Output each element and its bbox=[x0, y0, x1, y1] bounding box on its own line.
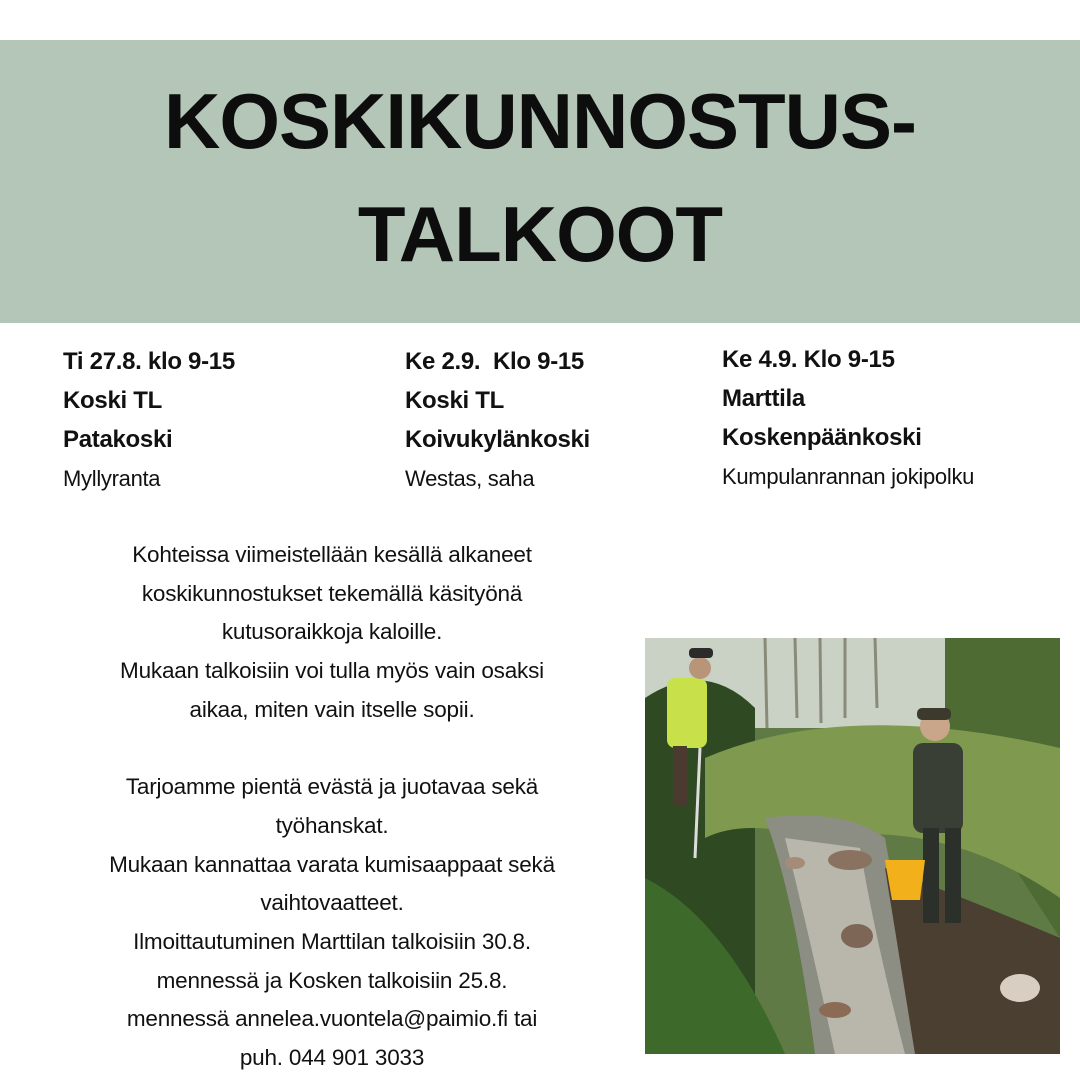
event-column-3 bbox=[722, 344, 974, 500]
title-line-1: KOSKIKUNNOSTUS- bbox=[163, 77, 916, 165]
event-place: Myllyranta bbox=[63, 466, 161, 491]
body-line: vaihtovaatteet. bbox=[260, 890, 404, 916]
event-rapid: Koskenpäänkoski bbox=[722, 424, 922, 451]
event-date: Ke 2.9. Klo 9-15 bbox=[405, 348, 584, 375]
body-line: kutusoraikkoja kaloille. bbox=[221, 619, 443, 645]
event-town: Koski TL bbox=[405, 387, 504, 414]
body-line bbox=[52, 729, 612, 768]
body-line: koskikunnostukset tekemällä käsityönä bbox=[141, 580, 523, 606]
event-place: Kumpulanrannan jokipolku bbox=[722, 464, 975, 489]
body-line: Mukaan talkoisiin voi tulla myös vain osaksi bbox=[120, 658, 544, 684]
event-rapid: Patakoski bbox=[63, 426, 173, 453]
body-line: Kohteissa viimeistellään kesällä alkaneet bbox=[132, 542, 532, 567]
stream-restoration-photo bbox=[645, 638, 1060, 1054]
body-line: työhanskat. bbox=[275, 812, 389, 838]
body-line: Tarjoamme pientä evästä ja juotavaa sekä bbox=[125, 774, 539, 800]
event-town: Marttila bbox=[722, 385, 805, 412]
body-line: aikaa, miten vain itselle sopii. bbox=[189, 696, 475, 722]
body-line: mennessä ja Kosken talkoisiin 25.8. bbox=[156, 967, 508, 993]
event-column-2 bbox=[405, 346, 590, 502]
event-date: Ti 27.8. klo 9-15 bbox=[63, 348, 235, 375]
body-line: Ilmoittautuminen Marttilan talkoisiin 30.8. bbox=[133, 928, 531, 954]
event-column-1 bbox=[63, 346, 235, 502]
body-line: puh. 044 901 3033 bbox=[239, 1044, 425, 1070]
title-line-2: TALKOOT bbox=[357, 190, 723, 278]
description-text bbox=[52, 536, 612, 1078]
body-line: mennessä annelea.vuontela@paimio.fi tai bbox=[126, 1006, 538, 1032]
body-line: Mukaan kannattaa varata kumisaappaat sekä bbox=[109, 851, 555, 877]
event-place: Westas, saha bbox=[405, 466, 535, 491]
event-rapid: Koivukylänkoski bbox=[405, 426, 590, 453]
event-town: Koski TL bbox=[63, 387, 162, 414]
event-date: Ke 4.9. Klo 9-15 bbox=[722, 346, 895, 373]
